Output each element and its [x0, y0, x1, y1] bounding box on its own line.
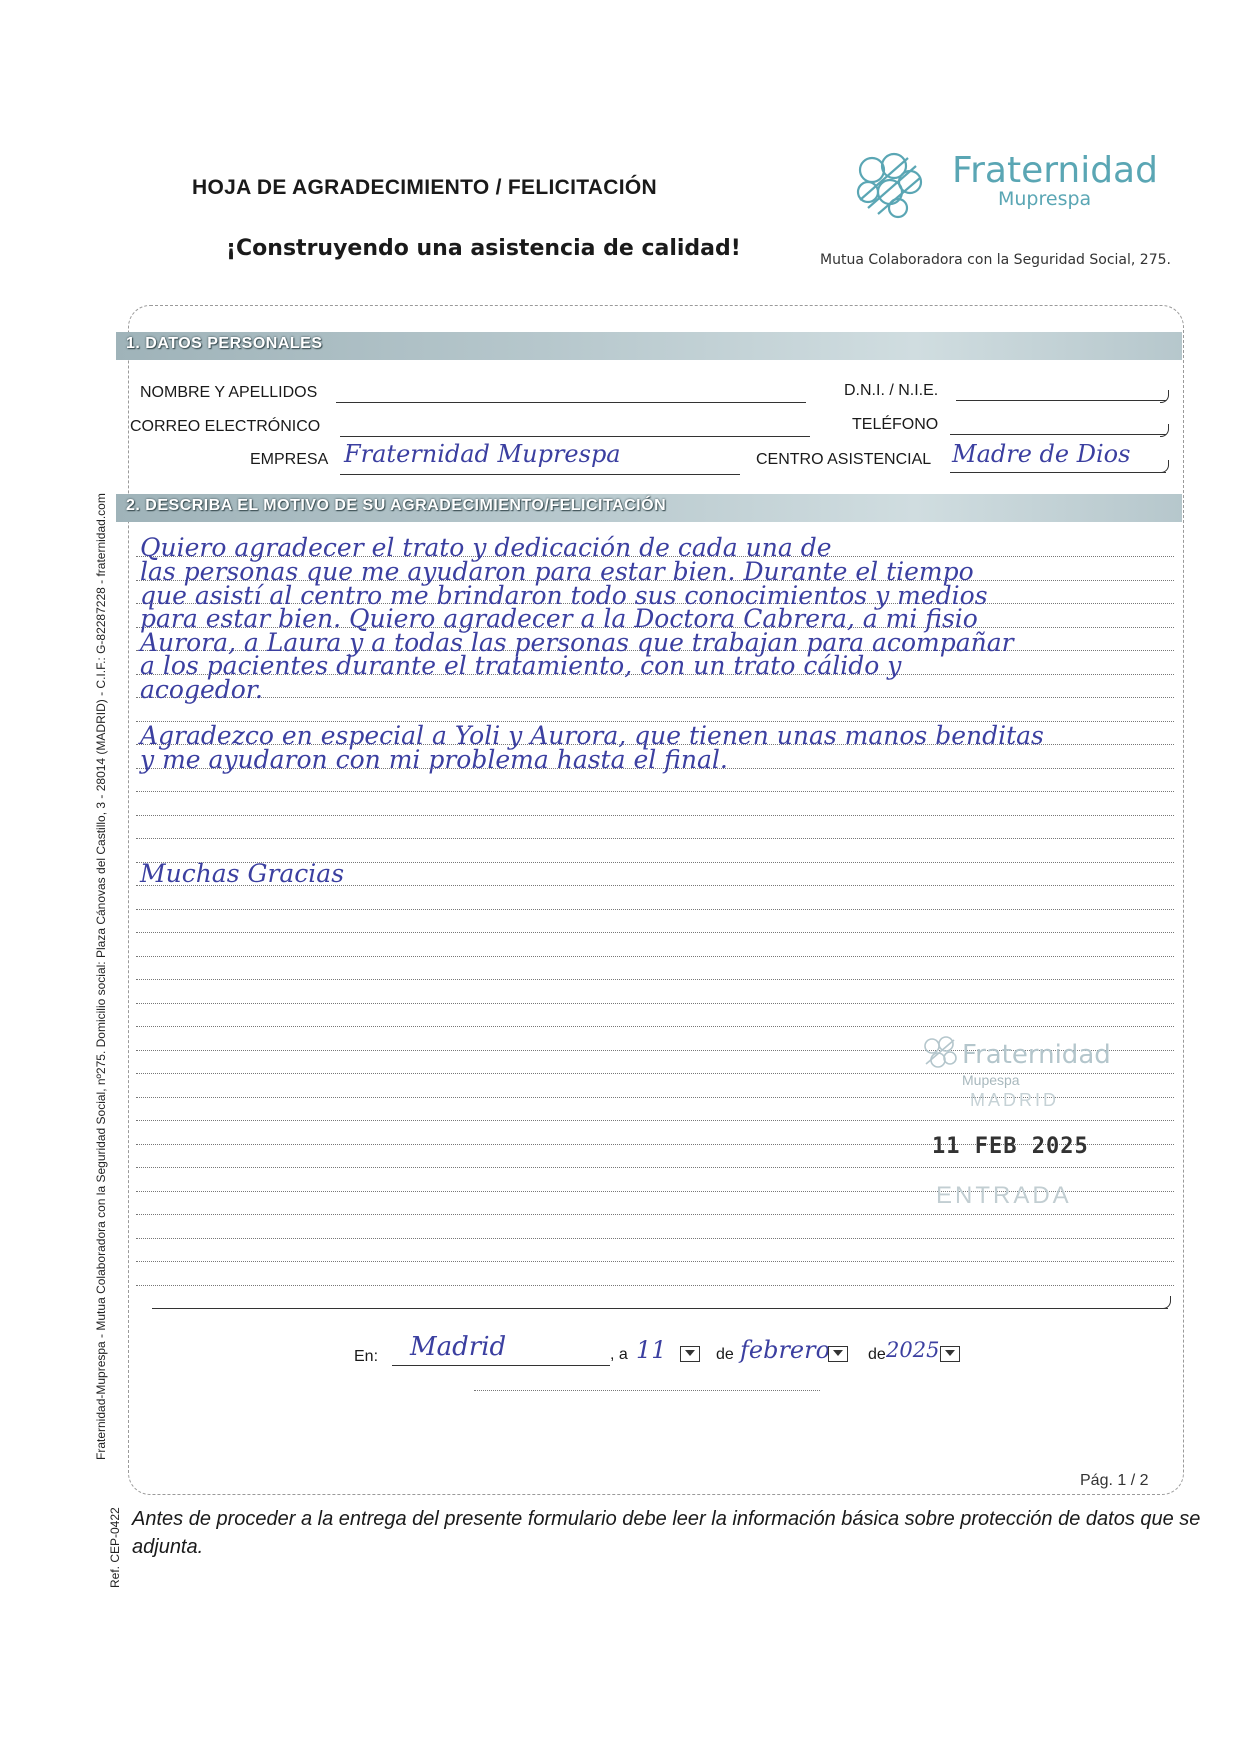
correo-label: CORREO ELECTRÓNICO	[130, 418, 321, 435]
empresa-label: EMPRESA	[250, 451, 329, 468]
en-label: En:	[354, 1348, 379, 1365]
ruled-line	[136, 979, 1174, 980]
ruled-line	[136, 956, 1174, 957]
dni-label: D.N.I. / N.I.E.	[844, 382, 939, 399]
logo-brand: Fraternidad	[952, 150, 1158, 191]
ruled-line	[136, 815, 1174, 816]
de-label-2: de	[868, 1346, 886, 1363]
page-subtitle: ¡Construyendo una asistencia de calidad!	[226, 236, 741, 261]
ruled-line	[136, 1003, 1174, 1004]
message-closing[interactable]: Muchas Gracias	[140, 859, 345, 888]
message-line-4[interactable]: para estar bien. Quiero agradecer a la Doctora Cabrera, a mi fisio	[140, 604, 978, 633]
ruled-line	[136, 1261, 1174, 1262]
page-number: Pág. 1 / 2	[1080, 1472, 1149, 1489]
message-line-5[interactable]: Aurora, a Laura y a todas las personas que trabajan para acompañar	[140, 628, 1014, 657]
telefono-label: TELÉFONO	[852, 416, 939, 433]
empresa-field-line	[340, 474, 740, 475]
ruled-line	[136, 909, 1174, 910]
vertical-legal-text: Fraternidad-Muprespa - Mutua Colaboradora con la Seguridad Social, nº275. Domicilio social: Plaza Cánovas del Castillo, 3 - 28014 (MADRID) - C.I.F.: G-82287228 - fraternidad.com	[94, 493, 108, 1460]
mutua-text: Mutua Colaboradora con la Seguridad Social, 275.	[820, 252, 1171, 268]
message-line-2[interactable]: las personas que me ayudaron para estar bien. Durante el tiempo	[140, 557, 974, 586]
section-personal-data-title: 1. DATOS PERSONALES	[126, 335, 323, 352]
year-value[interactable]: 2025	[886, 1338, 940, 1362]
message-line-8[interactable]: Agradezco en especial a Yoli y Aurora, que tienen unas manos benditas	[140, 721, 1044, 750]
ruled-line	[136, 1285, 1174, 1286]
form-frame	[128, 305, 1184, 1495]
reception-stamp	[920, 1034, 1120, 1214]
fraternidad-logo	[850, 150, 1158, 220]
ruled-line	[136, 1238, 1174, 1239]
stamp-city: MADRID	[970, 1090, 1059, 1110]
message-line-9[interactable]: y me ayudaron con mi problema hasta el final.	[140, 745, 728, 774]
centro-field-line	[950, 472, 1166, 473]
day-dropdown-icon[interactable]	[680, 1346, 700, 1362]
correo-field[interactable]	[340, 436, 810, 437]
signature-line[interactable]	[474, 1390, 820, 1391]
ruled-line	[136, 838, 1174, 839]
fraternidad-logo-icon	[850, 150, 930, 220]
month-value[interactable]: febrero	[740, 1336, 831, 1364]
city-value[interactable]: Madrid	[410, 1332, 507, 1362]
stamp-entry: ENTRADA	[936, 1182, 1072, 1209]
empresa-value[interactable]: Fraternidad Muprespa	[344, 440, 621, 468]
ruled-line	[136, 1214, 1174, 1215]
ruled-line	[136, 791, 1174, 792]
message-line-7[interactable]: acogedor.	[140, 675, 263, 704]
a-label: , a	[610, 1346, 628, 1363]
nombre-field[interactable]	[336, 402, 806, 403]
month-dropdown-icon[interactable]	[828, 1346, 848, 1362]
message-line-1[interactable]: Quiero agradecer el trato y dedicación de cada una de	[140, 533, 832, 562]
page-title: HOJA DE AGRADECIMIENTO / FELICITACIÓN	[192, 176, 657, 199]
dni-field[interactable]	[956, 400, 1166, 401]
centro-value[interactable]: Madre de Dios	[952, 440, 1131, 468]
stamp-sub: Mupespa	[962, 1072, 1020, 1088]
centro-label: CENTRO ASISTENCIAL	[756, 451, 932, 468]
section-motivo-title: 2. DESCRIBA EL MOTIVO DE SU AGRADECIMIENTO/FELICITACIÓN	[126, 497, 667, 514]
form-reference: Ref. CEP-0422	[108, 1507, 122, 1588]
city-field-line	[392, 1365, 610, 1366]
ruled-line	[136, 1026, 1174, 1027]
logo-brand-sub: Muprespa	[998, 188, 1092, 210]
stamp-logo-icon	[920, 1034, 960, 1074]
year-dropdown-icon[interactable]	[940, 1346, 960, 1362]
message-line-6[interactable]: a los pacientes durante el tratamiento, con un trato cálido y	[140, 651, 902, 680]
section-motivo-header	[116, 494, 1182, 522]
ruled-line	[136, 932, 1174, 933]
telefono-field[interactable]	[950, 434, 1166, 435]
section-personal-data-header	[116, 332, 1182, 360]
day-value[interactable]: 11	[636, 1336, 667, 1364]
text-area-end-line	[152, 1308, 1168, 1309]
de-label-1: de	[716, 1346, 734, 1363]
stamp-brand: Fraternidad	[962, 1040, 1111, 1070]
stamp-date: 11 FEB 2025	[932, 1134, 1089, 1159]
nombre-label: NOMBRE Y APELLIDOS	[140, 384, 318, 401]
data-protection-notice: Antes de proceder a la entrega del presente formulario debe leer la información básica sobre protección de datos que se adjunta.	[132, 1508, 1201, 1558]
message-line-3[interactable]: que asistí al centro me brindaron todo sus conocimientos y medios	[140, 581, 988, 610]
